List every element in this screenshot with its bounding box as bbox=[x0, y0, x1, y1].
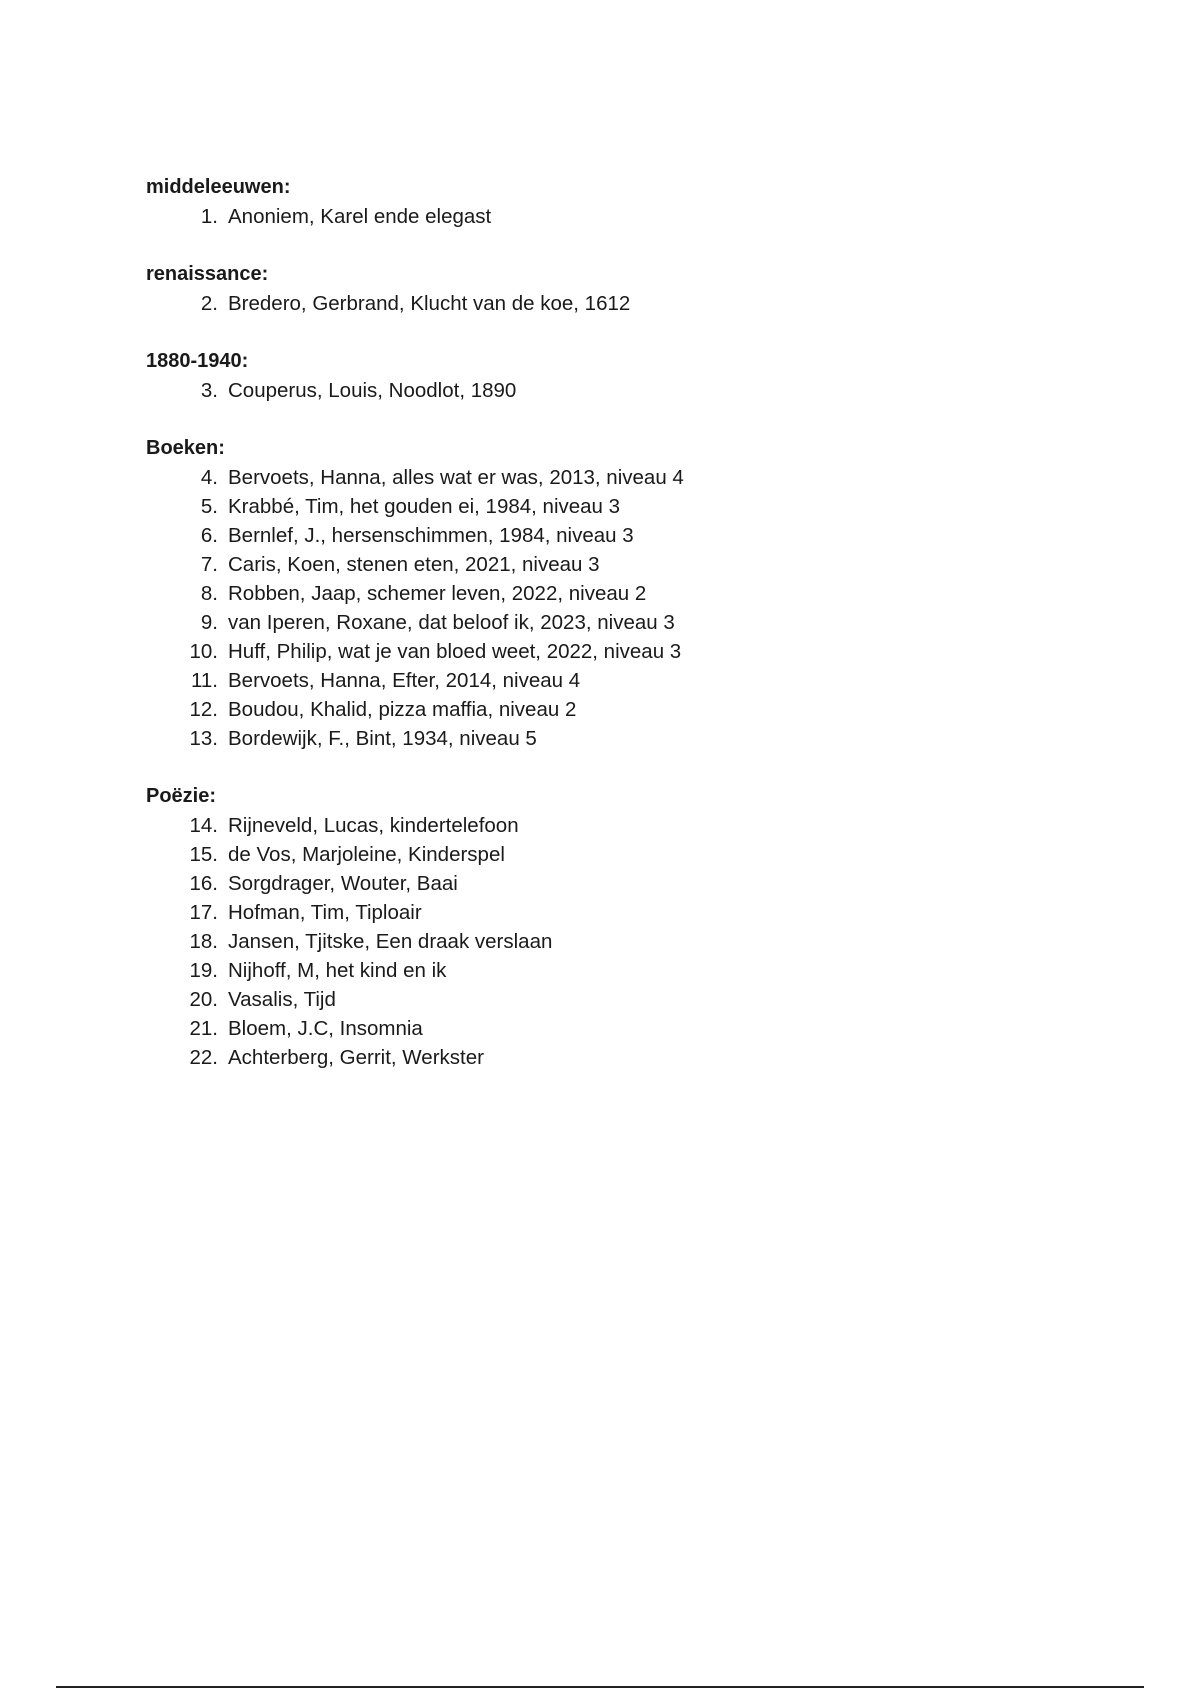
document-content bbox=[146, 173, 1046, 1101]
list-item-text: Bervoets, Hanna, Efter, 2014, niveau 4 bbox=[228, 669, 581, 692]
list-item bbox=[146, 289, 1046, 318]
list-item bbox=[146, 1014, 1046, 1043]
book-section bbox=[146, 434, 1046, 753]
list-item-number: 3. bbox=[200, 379, 218, 402]
section-heading: 1880-1940: bbox=[146, 350, 249, 372]
list-item-text: Bervoets, Hanna, alles wat er was, 2013, niveau 4 bbox=[228, 466, 684, 489]
list-item-number: 10. bbox=[189, 640, 218, 663]
list-item-number: 8. bbox=[200, 582, 218, 605]
list-item-number: 2. bbox=[200, 292, 218, 315]
list-item-number: 14. bbox=[189, 814, 218, 837]
list-item-number: 17. bbox=[189, 901, 218, 924]
list-item-text: Bredero, Gerbrand, Klucht van de koe, 1612 bbox=[228, 292, 631, 315]
list-item bbox=[146, 376, 1046, 405]
list-item-text: Huff, Philip, wat je van bloed weet, 2022, niveau 3 bbox=[228, 640, 682, 663]
list-item bbox=[146, 666, 1046, 695]
list-item-text: de Vos, Marjoleine, Kinderspel bbox=[228, 843, 505, 866]
list-item-number: 15. bbox=[189, 843, 218, 866]
list-item-text: Couperus, Louis, Noodlot, 1890 bbox=[228, 379, 517, 402]
list-item-text: Krabbé, Tim, het gouden ei, 1984, niveau 3 bbox=[228, 495, 621, 518]
list-item-number: 11. bbox=[191, 669, 218, 692]
section-heading: renaissance: bbox=[146, 263, 269, 285]
list-item-number: 7. bbox=[200, 553, 218, 576]
list-item-text: Caris, Koen, stenen eten, 2021, niveau 3 bbox=[228, 553, 600, 576]
list-item-text: Nijhoff, M, het kind en ik bbox=[228, 959, 447, 982]
list-item bbox=[146, 521, 1046, 550]
list-item-number: 20. bbox=[189, 988, 218, 1011]
list-item-number: 9. bbox=[200, 611, 218, 634]
list-item-text: Bernlef, J., hersenschimmen, 1984, niveau 3 bbox=[228, 524, 634, 547]
list-item-number: 16. bbox=[189, 872, 218, 895]
list-item bbox=[146, 608, 1046, 637]
list-item-number: 13. bbox=[189, 727, 218, 750]
list-item bbox=[146, 898, 1046, 927]
list-item-number: 18. bbox=[189, 930, 218, 953]
list-item-text: Hofman, Tim, Tiploair bbox=[228, 901, 422, 924]
list-item-text: Jansen, Tjitske, Een draak verslaan bbox=[228, 930, 553, 953]
list-item-text: van Iperen, Roxane, dat beloof ik, 2023, niveau 3 bbox=[228, 611, 675, 634]
list-item bbox=[146, 1043, 1046, 1072]
list-item-number: 1. bbox=[200, 205, 218, 228]
list-item-text: Bordewijk, F., Bint, 1934, niveau 5 bbox=[228, 727, 537, 750]
list-item-text: Achterberg, Gerrit, Werkster bbox=[228, 1046, 484, 1069]
list-item-number: 22. bbox=[189, 1046, 218, 1069]
list-item-text: Vasalis, Tijd bbox=[228, 988, 336, 1011]
list-item bbox=[146, 550, 1046, 579]
list-item-number: 19. bbox=[189, 959, 218, 982]
list-item bbox=[146, 811, 1046, 840]
list-item-text: Anoniem, Karel ende elegast bbox=[228, 205, 492, 228]
book-section bbox=[146, 173, 1046, 231]
list-item-number: 5. bbox=[200, 495, 218, 518]
list-item bbox=[146, 956, 1046, 985]
list-item bbox=[146, 695, 1046, 724]
list-item-text: Bloem, J.C, Insomnia bbox=[228, 1017, 423, 1040]
list-item bbox=[146, 463, 1046, 492]
list-item-number: 12. bbox=[189, 698, 218, 721]
list-item bbox=[146, 927, 1046, 956]
list-item bbox=[146, 579, 1046, 608]
list-item-number: 6. bbox=[200, 524, 218, 547]
list-item bbox=[146, 840, 1046, 869]
list-item bbox=[146, 637, 1046, 666]
list-item bbox=[146, 492, 1046, 521]
book-section bbox=[146, 347, 1046, 405]
list-item-text: Rijneveld, Lucas, kindertelefoon bbox=[228, 814, 519, 837]
book-section bbox=[146, 782, 1046, 1072]
book-section bbox=[146, 260, 1046, 318]
list-item-number: 4. bbox=[200, 466, 218, 489]
section-heading: middeleeuwen: bbox=[146, 176, 291, 198]
list-item-text: Sorgdrager, Wouter, Baai bbox=[228, 872, 458, 895]
list-item bbox=[146, 985, 1046, 1014]
list-item-text: Boudou, Khalid, pizza maffia, niveau 2 bbox=[228, 698, 577, 721]
list-item bbox=[146, 202, 1046, 231]
section-heading: Poëzie: bbox=[146, 785, 217, 807]
list-item-text: Robben, Jaap, schemer leven, 2022, niveau 2 bbox=[228, 582, 647, 605]
section-heading: Boeken: bbox=[146, 437, 225, 459]
list-item-number: 21. bbox=[189, 1017, 218, 1040]
page-bottom-rule bbox=[56, 1686, 1144, 1688]
list-item bbox=[146, 869, 1046, 898]
list-item bbox=[146, 724, 1046, 753]
